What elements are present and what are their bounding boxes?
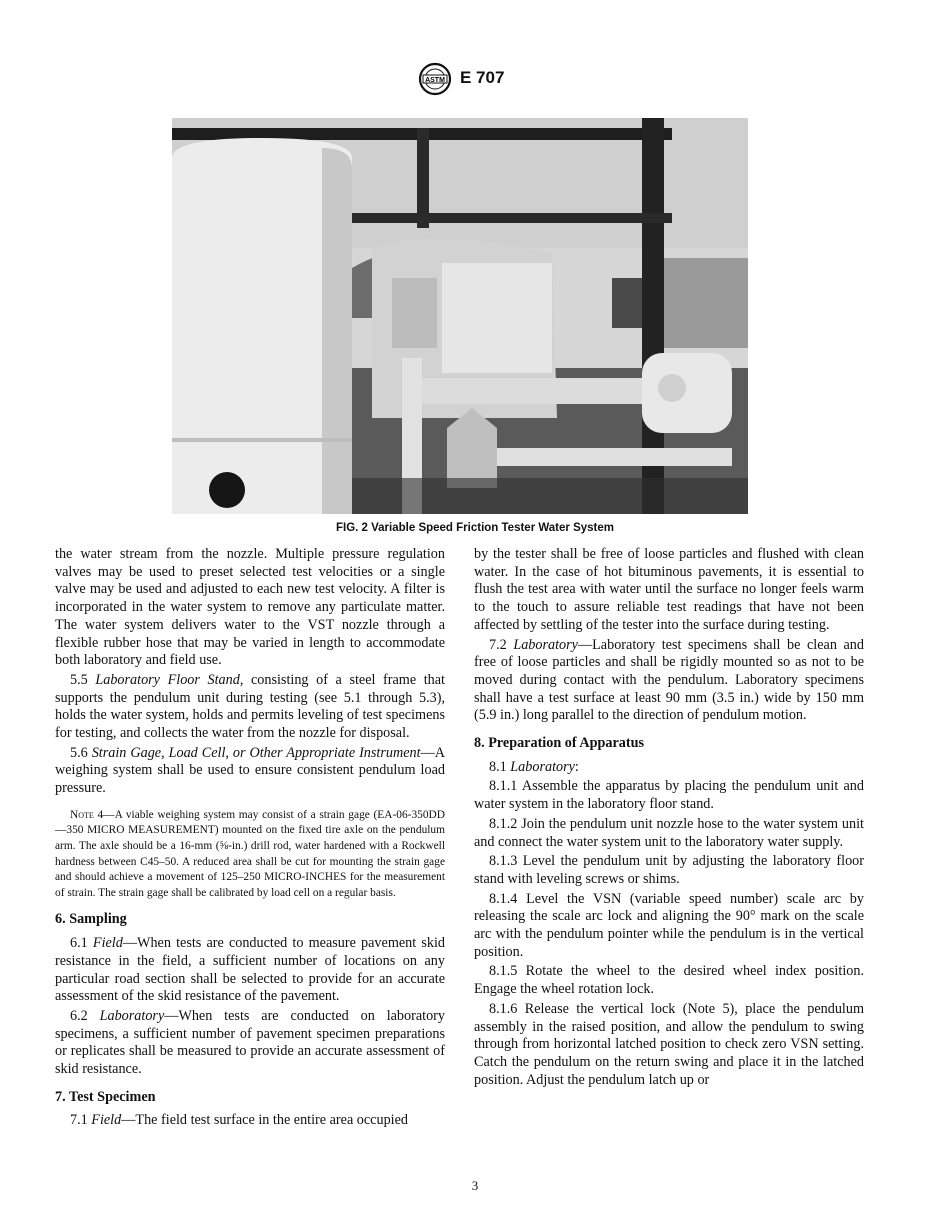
section-title: Laboratory Floor Stand <box>95 671 240 688</box>
note-label: Note 4 <box>70 808 104 821</box>
section-number: 6.2 <box>70 1007 88 1024</box>
note-text: —A viable weighing system may consist of a strain gage (EA-06-350DD—350 MICRO MEASUREMENT) mounted on the fixed tire axle on the pendulum arm. The axle should be a 16-mm (⅝-in.) drill rod, water hardened with a Rockwell hardness between C45–50. A reduced area shall be cut for mounting the strain gage and should achieve a movement of 125–250 MICRO-INCHES for the measurement of strain. The strain gage shall be calibrated by load cell on a regular basis. <box>55 808 445 899</box>
paragraph: the water stream from the nozzle. Multiple pressure regulation valves may be used to preset selected test velocities or a single valve may be used and adjusted to each new test velocity. A filter is incorporated in the water system to remove any particulate matter. The water system delivers water to the VST nozzle through a flexible rubber hose that may be varied in length to accommodate both laboratory and field use. <box>55 546 445 669</box>
page-number: 3 <box>471 1178 479 1193</box>
standard-designation: E 707 <box>460 68 505 87</box>
section-text: —Laboratory test specimens shall be clean and free of loose particles and shall be rigidly mounted so as not to be moved during contact with the pendulum. Laboratory specimens shall have a test surface at least 90 mm (3.5 in.) wide by 150 mm (5.9 in.) long parallel to the direction of pendulum motion. <box>474 636 864 724</box>
section-7-1 <box>55 1112 445 1130</box>
section-number: 8.1 <box>489 758 507 775</box>
figure-photo <box>172 118 748 514</box>
section-8-1-5: 8.1.5 Rotate the wheel to the desired wheel index position. Engage the wheel rotation lock. <box>474 963 864 998</box>
section-text: —When tests are conducted on laboratory specimens, a sufficient number of pavement specimen preparations or replicates shall be measured to provide an accurate assessment of skid resistance. <box>55 1007 445 1078</box>
section-8-1-4: 8.1.4 Level the VSN (variable speed number) scale arc by releasing the scale arc lock and aligning the 90° mark on the scale arc with the pendulum pointer while the pendulum is in the vertical position. <box>474 890 864 960</box>
section-text: —A weighing system shall be used to ensure consistent pendulum load pressure. <box>55 744 445 797</box>
section-heading-7: 7. Test Specimen <box>55 1088 156 1105</box>
right-column <box>474 546 864 1091</box>
section-5-5 <box>55 672 445 743</box>
section-heading-6: 6. Sampling <box>55 911 127 928</box>
section-text: , consisting of a steel frame that supports the pendulum unit during testing (see 5.1 through 5.3), holds the water system, holds and permits leveling of test specimens for testing, and collects the water from the nozzle for disposal. <box>55 671 445 742</box>
section-8-1-2: 8.1.2 Join the pendulum unit nozzle hose to the water system unit and connect the water system unit to the laboratory water supply. <box>474 815 864 850</box>
section-8-1-3: 8.1.3 Level the pendulum unit by adjusting the laboratory floor stand with leveling screws or shims. <box>474 853 864 887</box>
section-number: 7.1 <box>70 1112 88 1129</box>
section-number: 5.6 <box>70 744 88 761</box>
astm-logo <box>417 62 453 96</box>
section-8-1-1: 8.1.1 Assemble the apparatus by placing the pendulum unit and water system in the laboratory floor stand. <box>474 778 864 813</box>
page-header <box>0 62 950 96</box>
astm-logo-text: ASTM <box>425 77 445 84</box>
section-6-2 <box>55 1008 445 1079</box>
section-number: 7.2 <box>489 636 507 653</box>
section-title: Field <box>91 1112 122 1129</box>
section-title: Field <box>92 935 123 952</box>
note-4 <box>55 808 445 902</box>
section-title: Strain Gage, Load Cell, or Other Appropriate Instrument <box>91 744 421 761</box>
section-title: Laboratory <box>510 758 575 775</box>
left-column <box>55 546 445 1132</box>
section-text: : <box>574 758 579 775</box>
section-6-1 <box>55 935 445 1006</box>
section-text: —The field test surface in the entire area occupied <box>121 1112 408 1129</box>
section-8-1-6: 8.1.6 Release the vertical lock (Note 5), place the pendulum assembly in the raised position, and allow the pendulum to swing through from horizontal latched position to check zero VSN setting. Catch the pendulum on the return swing and place it in the latched position. Adjust the pendulum latch up or <box>474 1000 864 1088</box>
paragraph: by the tester shall be free of loose particles and flushed with clean water. In the case of hot bituminous pavements, it is essential to flush the test area with water until the surface no longer feels warm to the touch to assure reliable test readings that have not been affected by settling of the tester into the surface during testing. <box>474 546 864 633</box>
section-number: 6.1 <box>70 935 88 952</box>
section-text: —When tests are conducted to measure pavement skid resistance in the field, a sufficient number of locations on any particular road section shall be selected to provide for an accurate assessment of the skid resistance of the pavement. <box>55 935 446 1005</box>
section-7-2 <box>474 637 864 726</box>
section-8-1 <box>474 759 864 777</box>
figure-caption: FIG. 2 Variable Speed Friction Tester Water System <box>335 522 614 534</box>
section-5-6 <box>55 745 445 798</box>
section-title: Laboratory <box>513 636 578 653</box>
section-title: Laboratory <box>99 1007 165 1024</box>
section-heading-8: 8. Preparation of Apparatus <box>474 735 644 752</box>
section-number: 5.5 <box>70 671 88 688</box>
